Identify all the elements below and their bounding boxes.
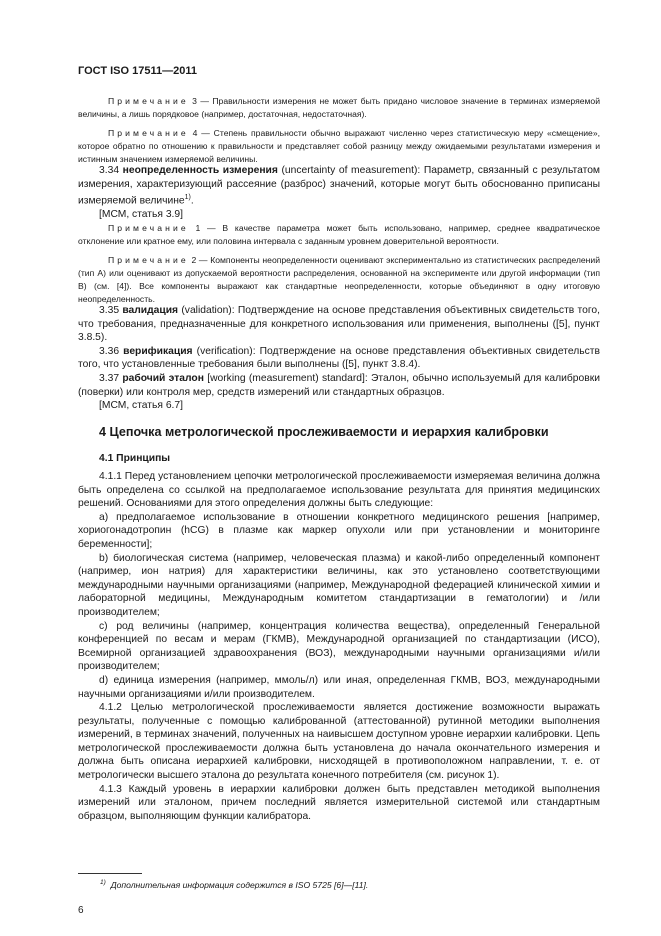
notes-block-a xyxy=(78,95,600,166)
list-item: с) род величины (например, концентрация количества вещества), определенный Генеральной конференцией по весам и мерам (ГКМВ), Международной организацией по стандартизации (ИСО), Всемирной организацией здравоохранения (ВОЗ), международными научными организациями и/или производителем; xyxy=(78,620,600,673)
term-reference: [МСМ, статья 6.7] xyxy=(99,400,183,412)
paragraph-4-1-1: 4.1.1 Перед установлением цепочки метрологической прослеживаемости измеряемая величина должна быть определена со ссылкой на предполагаемое использование результата для принятия медицинских решений. Основаниями для этого определения должны быть следующие: xyxy=(78,471,600,510)
note-4: Примечание 4 — Степень правильности обычно выражают численно через статистическую меру «смещение», которое обратно по отношению к правильности и представляет собой разницу между ожидаемыми результатами измерения и истинным значением измеряемой величины. xyxy=(78,128,601,164)
term-reference: [МСМ, статья 3.9] xyxy=(99,209,183,221)
note-label: Примечание xyxy=(108,223,189,233)
list-item: b) биологическая система (например, человеческая плазма) и какой-либо определенный компонент (например, ион натрия) для характеристики величины, как это установлено соответствующими международными научными организациями (например, Международной федерацией клинической химии и лабораторной медицины, Международным комитетом стандартизации в гематологии) и /или производителем; xyxy=(78,552,600,618)
footnote-divider xyxy=(78,873,142,874)
subsection-heading: 4.1 Принципы xyxy=(99,453,171,464)
term-3-36: 3.36 верификация (verification): Подтверждение на основе представления объективных свидетельств того, что установленные требования были выполнены ([5], пункт 3.8.4). xyxy=(78,345,600,371)
paragraph-4-1-2: 4.1.2 Целью метрологической прослеживаемости является достижение возможности выражать результаты, полученные с помощью калиброванной (аттестованной) рутинной методики выполнения измерений, в терминах значений, полученных на наивысшем доступном уровне иерархии калибровки. Цепь метрологической прослеживаемости должна быть установлена до начала окончательного измерения и должна быть описана иерархией калибровки, нисходящей в противоположном направлении, т. е. от метрологически высшего эталона до результата конечного потребителя (см. рисунок 1). xyxy=(78,702,600,782)
term-title: рабочий эталон xyxy=(122,372,204,384)
note-1: Примечание 1 — В качестве параметра может быть использовано, например, среднее квадратическое отклонение или кратное ему, или половина интервала с заданным уровнем доверительной вероятности. xyxy=(78,223,600,246)
terms-block xyxy=(78,304,600,413)
list-item: а) предполагаемое использование в отношении конкретного медицинского решения [например, хориогонадотропин (hCG) в плазме как маркер опухоли или при установлении и мониторинге беременности]; xyxy=(78,511,600,550)
note-3: Примечание 3 — Правильности измерения не может быть придано числовое значение в терминах измеряемой величины, а лишь порядковое (например, достаточная, недостаточная). xyxy=(78,96,601,119)
notes-block-b xyxy=(78,222,600,306)
note-label: Примечание xyxy=(108,96,189,106)
term-title: валидация xyxy=(122,305,179,316)
note-2: Примечание 2 — Компоненты неопределенности оценивают экспериментально из статистических распределений (тип А) или оценивают из допускаемой вероятности распределения, основанной на эксперименте или другой информации (тип В) (см. [4]). Все компоненты выражают как стандартные неопределенности, которые объединяют в одну итоговую неопределенность. xyxy=(78,255,601,304)
paragraph-4-1-3: 4.1.3 Каждый уровень в иерархии калибровки должен быть представлен методикой выполнения измерений или эталоном, причем последний является измерительной системой или стандартным образцом, выполняющим функции калибратора. xyxy=(78,783,600,822)
section-heading: 4 Цепочка метрологической прослеживаемости и иерархия калибровки xyxy=(99,425,549,439)
term-3-35: 3.35 валидация (validation): Подтверждение на основе представления объективных свидетельств того, что требования, предназначенные для конкретного использования или применения, выполнены ([5], пункт 3.8.5). xyxy=(78,305,600,344)
list-item: d) единица измерения (например, ммоль/л) или иная, определенная ГКМВ, ВОЗ, международными научными организациями и/или производителем. xyxy=(78,674,600,700)
note-label: Примечание xyxy=(108,128,189,138)
page-number: 6 xyxy=(78,905,84,916)
document-header: ГОСТ ISO 17511—2011 xyxy=(78,65,197,77)
footnote-ref: 1) xyxy=(184,194,191,202)
footnote: $^{1)}$ Дополнительная информация содержится в ISO 5725 [6]—[11]. xyxy=(100,879,369,890)
section-4 xyxy=(78,425,600,823)
term-3-37: 3.37 рабочий эталон [working (measurement) standard]: Эталон, обычно используемый для калибровки (поверки) или контроля мер, средств измерений или стандартных образцов. xyxy=(78,372,600,398)
term-title: неопределенность измерения xyxy=(122,165,278,176)
term-title: верификация xyxy=(123,345,193,357)
term-3-34: 3.34 неопределенность измерения (uncertainty of measurement): Параметр, связанный с результатом измерения, характеризующий рассеяние (разброс) значений, которые могут быть обоснованно приписаны измеряемой величине$^{1)}$. [МСМ, статья 3.9] xyxy=(78,165,601,221)
note-label: Примечание xyxy=(108,255,189,265)
